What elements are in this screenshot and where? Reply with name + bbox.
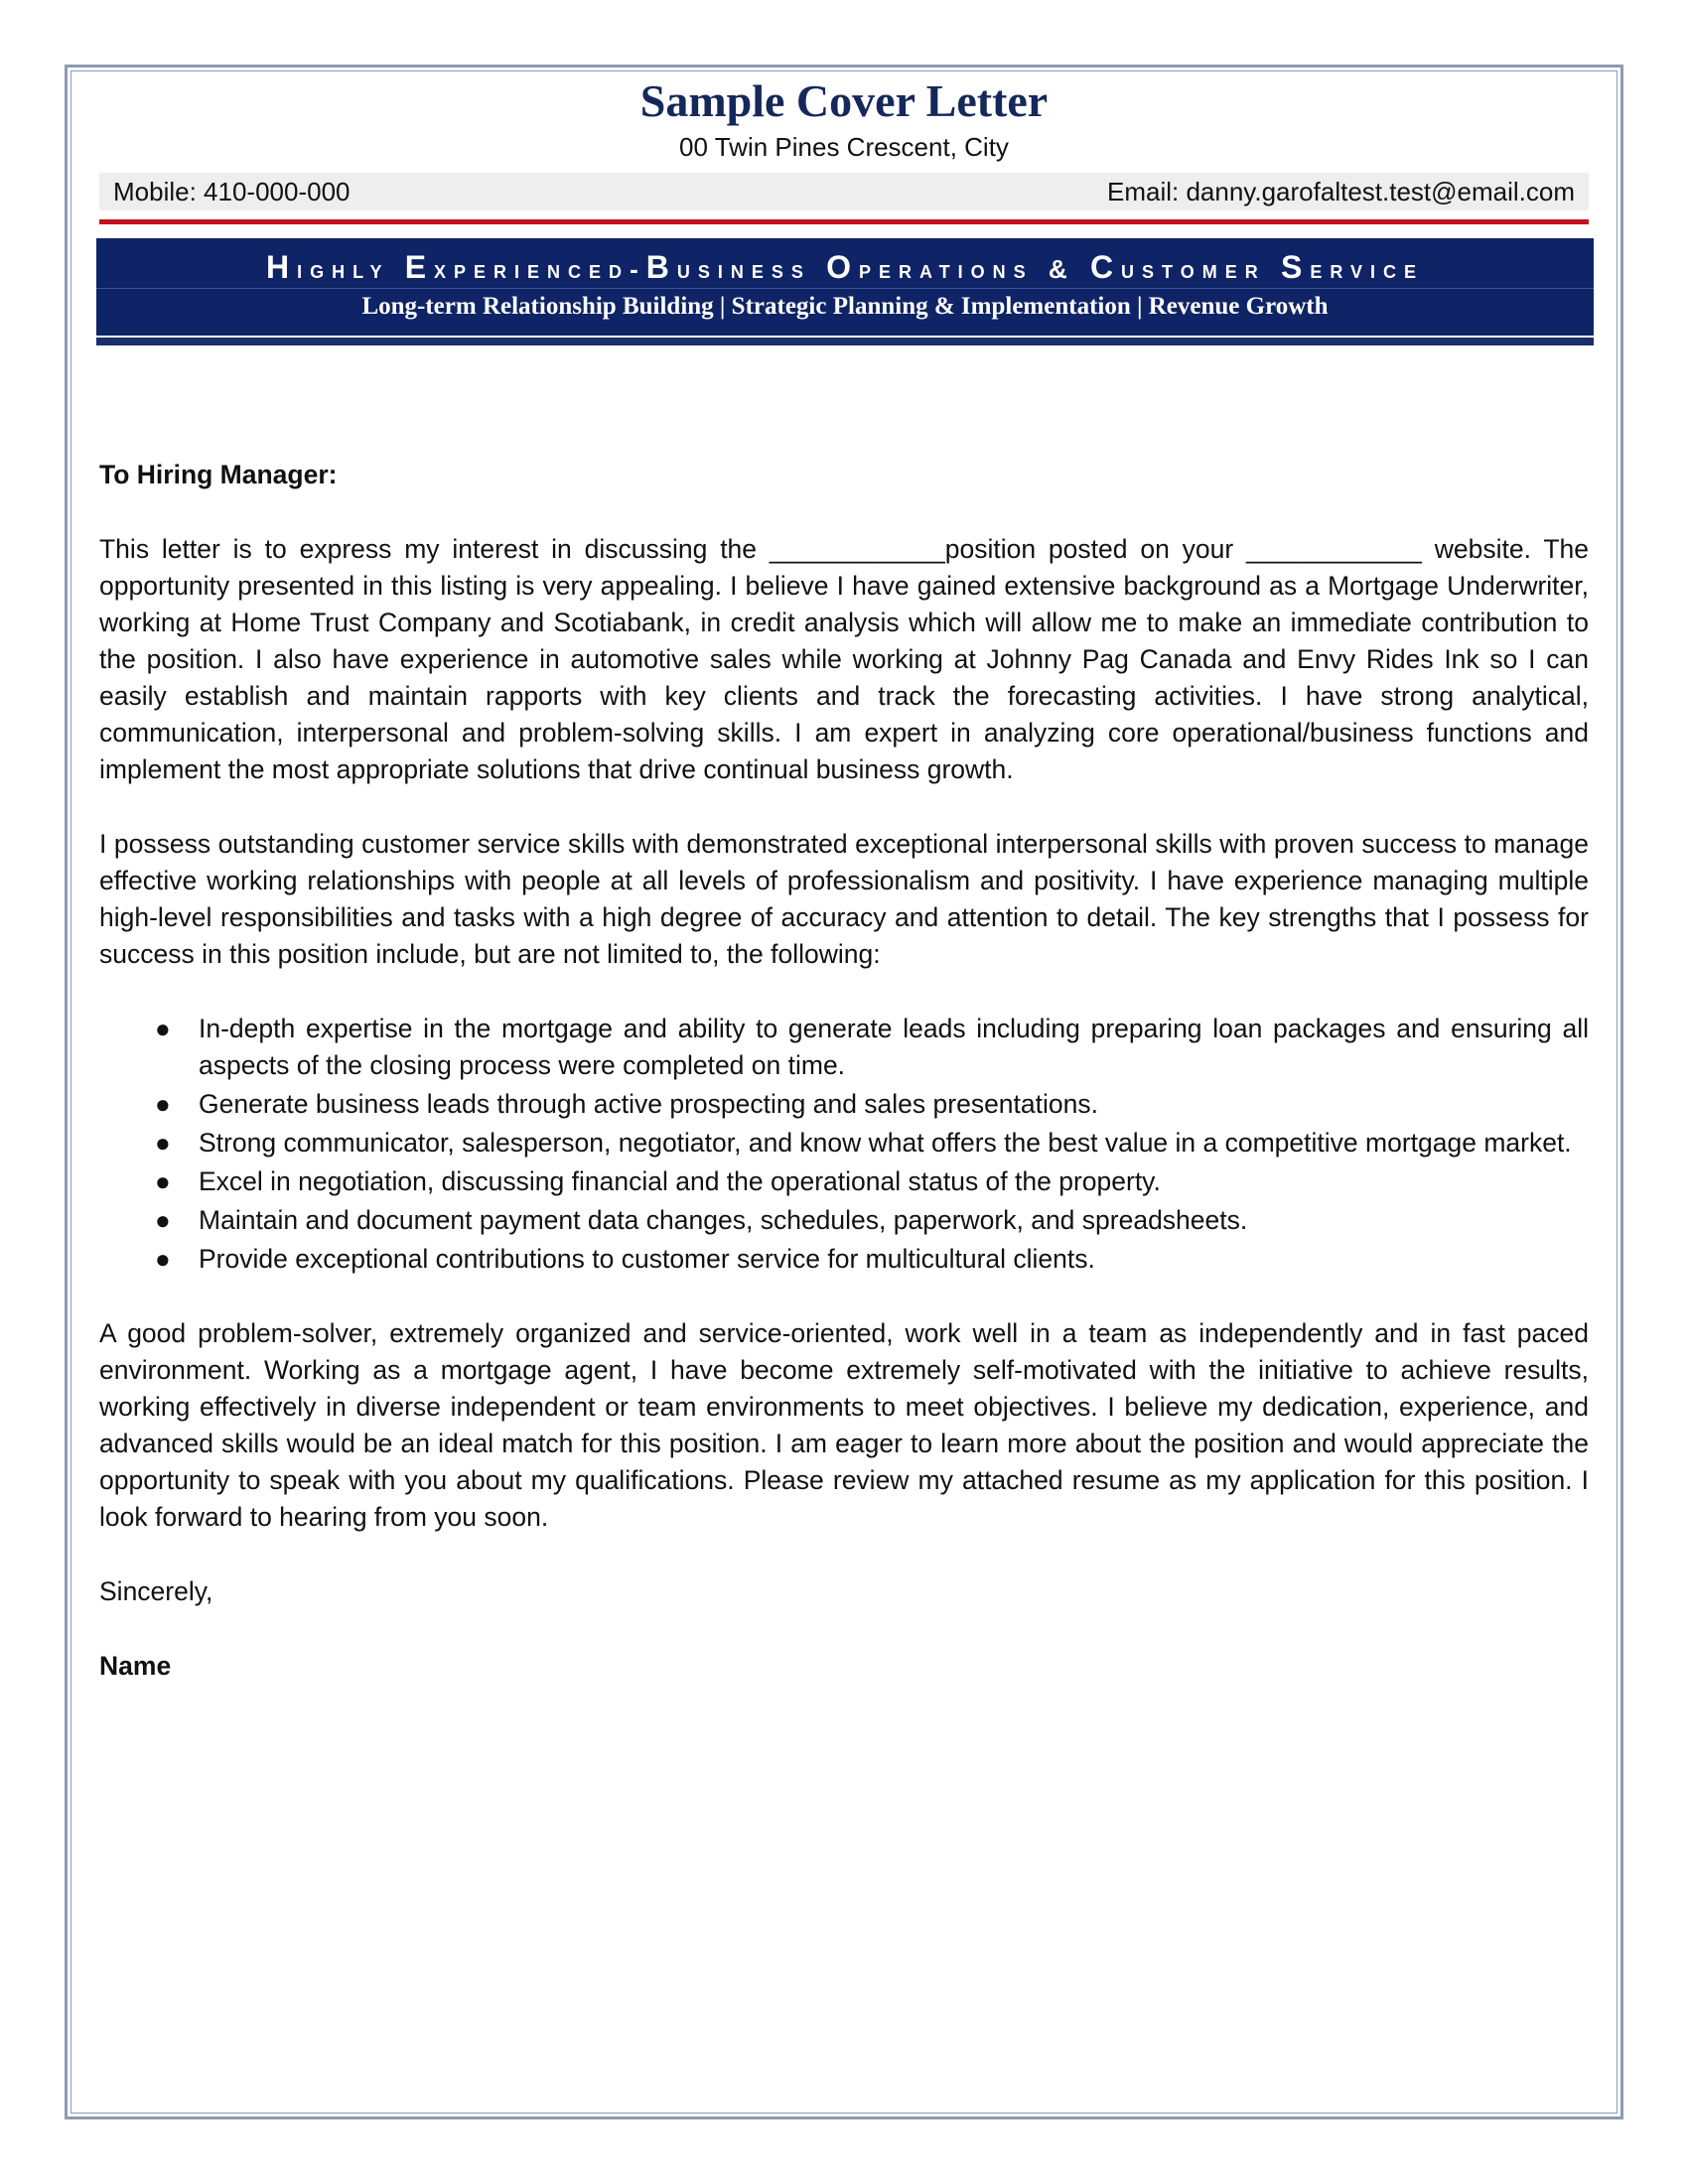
bullet-icon: ● <box>155 1128 171 1158</box>
list-item: ● In-depth expertise in the mortgage and ability to generate leads including preparing loan packages and ensuring all aspects of the closing process were completed on time. <box>199 1011 1589 1084</box>
mobile-number: Mobile: 410-000-000 <box>113 176 351 206</box>
banner-subheading: Long-term Relationship Building | Strategic Planning & Implementation | Revenue Growth <box>361 293 1329 320</box>
list-item: ● Provide exceptional contributions to customer service for multicultural clients. <box>199 1241 1589 1278</box>
paragraph-closing: A good problem-solver, extremely organized and service-oriented, work well in a team as independently and in fast paced environment. Working as a mortgage agent, I have become extremely self-motivated with the initiative to achieve results, working effectively in diverse independent or team environments to meet objectives. I believe my dedication, experience, and advanced skills would be an ideal match for this position. I am eager to learn more about the position and would appreciate the opportunity to speak with you about my qualifications. Please review my attached resume as my application for this position. I look forward to hearing from you soon. <box>99 1318 1589 1532</box>
salutation: To Hiring Manager: <box>99 460 338 489</box>
banner-divider <box>96 288 1594 289</box>
list-item: ● Strong communicator, salesperson, negotiator, and know what offers the best value in a competitive mortgage market. <box>199 1125 1589 1161</box>
bullet-icon: ● <box>155 1089 171 1119</box>
list-item: ● Excel in negotiation, discussing financial and the operational status of the property. <box>199 1163 1589 1200</box>
email-address: Email: danny.garofaltest.test@email.com <box>1107 176 1575 206</box>
signature-name: Name <box>99 1651 172 1681</box>
header-divider-rule <box>99 219 1589 224</box>
banner-heading: Highly Experienced-Business Operations & Customer Service <box>265 249 1425 285</box>
letter-body <box>99 457 1589 1685</box>
contact-bar <box>99 173 1589 210</box>
address-line: 00 Twin Pines Crescent, City <box>679 132 1009 162</box>
bullet-icon: ● <box>155 1166 171 1196</box>
bullet-icon: ● <box>155 1205 171 1235</box>
skills-list <box>99 1011 1589 1278</box>
list-item: ● Generate business leads through active prospecting and sales presentations. <box>199 1086 1589 1123</box>
bullet-icon: ● <box>155 1244 171 1274</box>
page-title: Sample Cover Letter <box>639 75 1049 126</box>
banner-bottom-bar <box>96 338 1594 345</box>
closing-line: Sincerely, <box>99 1576 213 1606</box>
paragraph-skills: I possess outstanding customer service skills with demonstrated exceptional interpersonal skills with proven success to manage effective working relationships with people at all levels of professionalism and positivity. I have experience managing multiple high-level responsibilities and tasks with a high degree of accuracy and attention to detail. The key strengths that I possess for success in this position include, but are not limited to, the following: <box>99 829 1589 969</box>
headline-banner <box>96 238 1594 336</box>
paragraph-intro: This letter is to express my interest in discussing the ____________position posted on your ____________ website. The opportunity presented in this listing is very appealing. I believe I have gained extensive background as a Mortgage Underwriter, working at Home Trust Company and Scotiabank, in credit analysis which will allow me to make an immediate contribution to the position. I also have experience in automotive sales while working at Johnny Pag Canada and Envy Rides Ink so I can easily establish and maintain rapports with key clients and track the forecasting activities. I have strong analytical, communication, interpersonal and problem-solving skills. I am expert in analyzing core operational/business functions and implement the most appropriate solutions that drive continual business growth. <box>99 534 1589 784</box>
list-item: ● Maintain and document payment data changes, schedules, paperwork, and spreadsheets. <box>199 1202 1589 1239</box>
bullet-icon: ● <box>155 1014 171 1043</box>
